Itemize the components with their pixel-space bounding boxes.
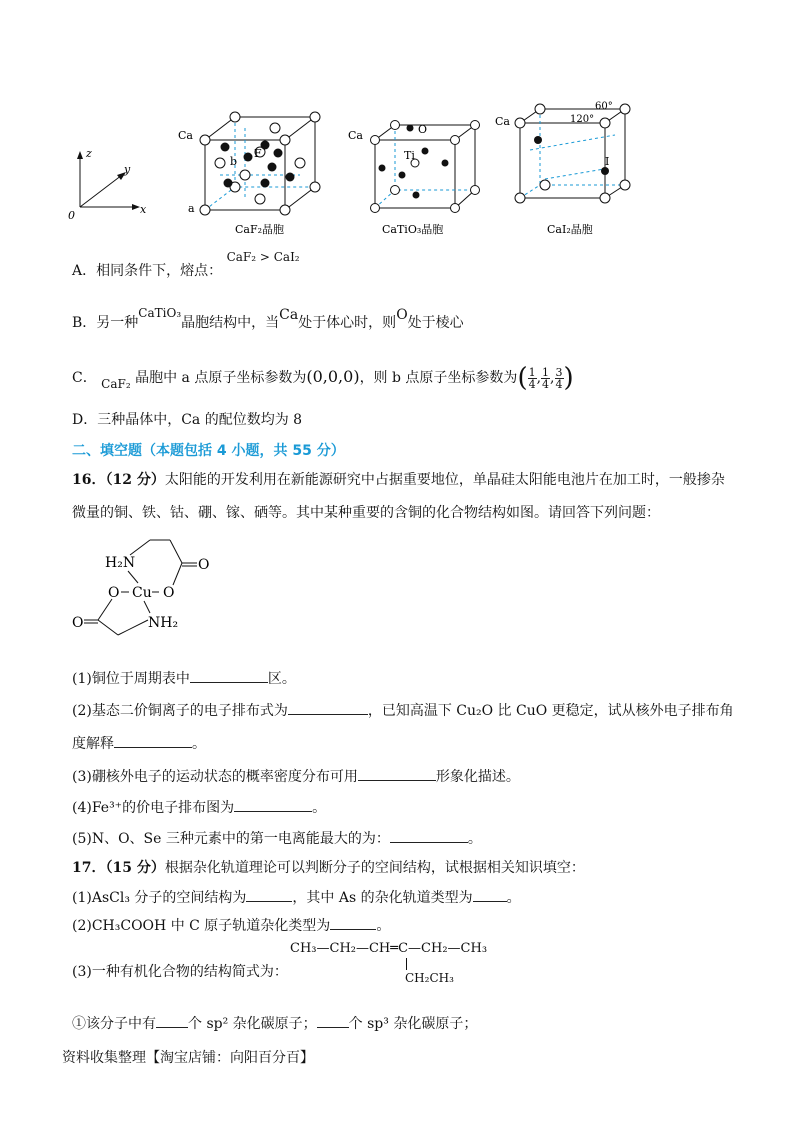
axis-z-label: z bbox=[86, 147, 92, 160]
q16-score: （12 分） bbox=[105, 472, 165, 488]
footer-text: 资料收集整理【淘宝店铺：向阳百分百】 bbox=[62, 1050, 314, 1066]
q16-part1-blank[interactable] bbox=[190, 668, 268, 683]
q17-intro bbox=[72, 857, 585, 877]
struct-cu: Cu bbox=[132, 585, 152, 601]
q16-intro-line2: 微量的铜、铁、钴、硼、镓、硒等。其中某种重要的含铜的化合物结构如图。请回答下列问题： bbox=[72, 505, 660, 521]
q17-part2: (2)CH₃COOH 中 C 原子轨道杂化类型为 。 bbox=[72, 915, 390, 935]
q16-part5: (5)N、O、Se 三种元素中的第一电离能最大的为： 。 bbox=[72, 828, 482, 848]
caf2-a-label: a bbox=[188, 202, 195, 215]
cai2-angle-120: 120° bbox=[570, 114, 595, 125]
q17-score: （15 分） bbox=[105, 860, 165, 876]
q16-part3-blank[interactable] bbox=[358, 766, 436, 781]
q17-sub1-blank1[interactable] bbox=[156, 1013, 188, 1028]
option-c-formula: CaF₂ bbox=[101, 377, 131, 391]
cai2-i-label: I bbox=[605, 155, 610, 168]
q17-part1-blank1[interactable] bbox=[246, 887, 292, 902]
option-c-mid2: ，则 b 点原子坐标参数为 bbox=[359, 370, 518, 386]
struct-o-right: O bbox=[198, 557, 210, 573]
cai2-angle-60: 60° bbox=[595, 101, 613, 112]
crystal-figures bbox=[60, 95, 740, 245]
struct-nh2: NH₂ bbox=[148, 615, 179, 631]
option-c-frac3: $\frac{3}{4}$ bbox=[555, 365, 563, 391]
q16-part2-blank2[interactable] bbox=[114, 733, 192, 748]
option-a bbox=[72, 250, 300, 280]
option-b-pre: B．另一种 bbox=[72, 315, 139, 331]
option-b-mid2: 处于体心时，则 bbox=[298, 315, 397, 331]
q16-intro-line1 bbox=[72, 469, 725, 489]
q17-formula-main: CH₃—CH₂—CH═C—CH₂—CH₃ bbox=[290, 941, 488, 956]
caf2-ca-label: Ca bbox=[178, 129, 193, 142]
option-b-ca: Ca bbox=[279, 307, 299, 323]
q17-intro-text: 根据杂化轨道理论可以判断分子的空间结构，试根据相关知识填空： bbox=[164, 860, 585, 876]
option-b-o: O bbox=[396, 307, 408, 323]
axes-diagram bbox=[68, 147, 147, 222]
catio3-o-label: O bbox=[418, 123, 428, 136]
copper-complex-structure bbox=[70, 535, 230, 645]
struct-o-mid: O bbox=[163, 585, 175, 601]
q17-number: 17． bbox=[72, 860, 106, 876]
q17-part3: (3)一种有机化合物的结构简式为： bbox=[72, 964, 288, 980]
axis-y-label: y bbox=[124, 163, 131, 176]
q17-sub1-blank2[interactable] bbox=[317, 1013, 349, 1028]
option-b-formula: CaTiO₃ bbox=[138, 306, 182, 320]
option-c-coord-a: (0,0,0) bbox=[306, 367, 360, 386]
option-a-text: A．相同条件下，熔点： bbox=[72, 263, 223, 279]
q16-part2-line2: 度解释 。 bbox=[72, 733, 206, 753]
q16-part2: (2)基态二价铜离子的电子排布式为 ，已知高温下 Cu₂O 比 CuO 更稳定，试从核外电子排布角 bbox=[72, 700, 734, 720]
q16-part4: (4)Fe³⁺的价电子排布图为 。 bbox=[72, 797, 326, 817]
q17-formula-bond bbox=[406, 958, 408, 970]
struct-h2n: H₂N bbox=[105, 555, 136, 571]
q16-part5-blank[interactable] bbox=[390, 828, 468, 843]
option-b-mid1: 晶胞结构中，当 bbox=[181, 315, 280, 331]
catio3-ti-label: Ti bbox=[404, 149, 415, 162]
struct-o-bottom: O bbox=[72, 615, 84, 631]
caf2-caption: CaF₂晶胞 bbox=[235, 223, 285, 236]
q17-part1-blank2[interactable] bbox=[473, 887, 507, 902]
option-c-frac2: $\frac{1}{4}$ bbox=[542, 365, 550, 391]
axis-x-label: x bbox=[140, 203, 147, 216]
option-c-pre: C． bbox=[72, 370, 97, 386]
q17-formula-branch: CH₂CH₃ bbox=[405, 971, 454, 985]
q16-part4-blank[interactable] bbox=[234, 797, 312, 812]
caf2-unit-cell bbox=[178, 112, 320, 215]
caf2-f-label: F bbox=[254, 147, 262, 160]
cai2-caption: CaI₂晶胞 bbox=[547, 223, 593, 236]
q16-part3: (3)硼核外电子的运动状态的概率密度分布可用 形象化描述。 bbox=[72, 766, 520, 786]
option-c: C． CaF₂ 晶胞中 a 点原子坐标参数为(0,0,0)，则 b 点原子坐标参数为( $\frac{1}{4}$ , $\frac{1}{4}$ , $\frac{3}{4}$ ) bbox=[72, 363, 574, 393]
catio3-unit-cell bbox=[348, 121, 480, 213]
option-c-frac1: $\frac{1}{4}$ bbox=[528, 365, 536, 391]
catio3-ca-label: Ca bbox=[348, 129, 363, 142]
option-b-post: 处于棱心 bbox=[407, 315, 464, 331]
option-c-mid: 晶胞中 a 点原子坐标参数为 bbox=[135, 370, 307, 386]
cai2-unit-cell bbox=[495, 101, 630, 203]
q16-part1: (1)铜位于周期表中 区。 bbox=[72, 668, 296, 688]
q17-sub1: ①该分子中有 个 sp² 杂化碳原子； 个 sp³ 杂化碳原子； bbox=[72, 1013, 477, 1033]
option-a-formula: CaF₂ > CaI₂ bbox=[226, 250, 300, 264]
q17-part2-blank[interactable] bbox=[330, 915, 376, 930]
section-title: 二、填空题（本题包括 4 小题，共 55 分） bbox=[72, 443, 345, 459]
cai2-ca-label: Ca bbox=[495, 115, 510, 128]
caf2-b-label: b bbox=[230, 155, 238, 168]
q16-intro1: 太阳能的开发利用在新能源研究中占据重要地位，单晶硅太阳能电池片在加工时，一般掺杂 bbox=[164, 472, 725, 488]
q17-part1: (1)AsCl₃ 分子的空间结构为 ，其中 As 的杂化轨道类型为 。 bbox=[72, 887, 521, 907]
option-b bbox=[72, 306, 464, 332]
q16-part2-blank1[interactable] bbox=[288, 700, 368, 715]
option-d: D．三种晶体中，Ca 的配位数均为 8 bbox=[72, 412, 303, 428]
q16-number: 16． bbox=[72, 472, 106, 488]
struct-o-left: O bbox=[108, 585, 120, 601]
axis-origin-label: 0 bbox=[68, 209, 75, 222]
catio3-caption: CaTiO₃晶胞 bbox=[382, 223, 444, 236]
